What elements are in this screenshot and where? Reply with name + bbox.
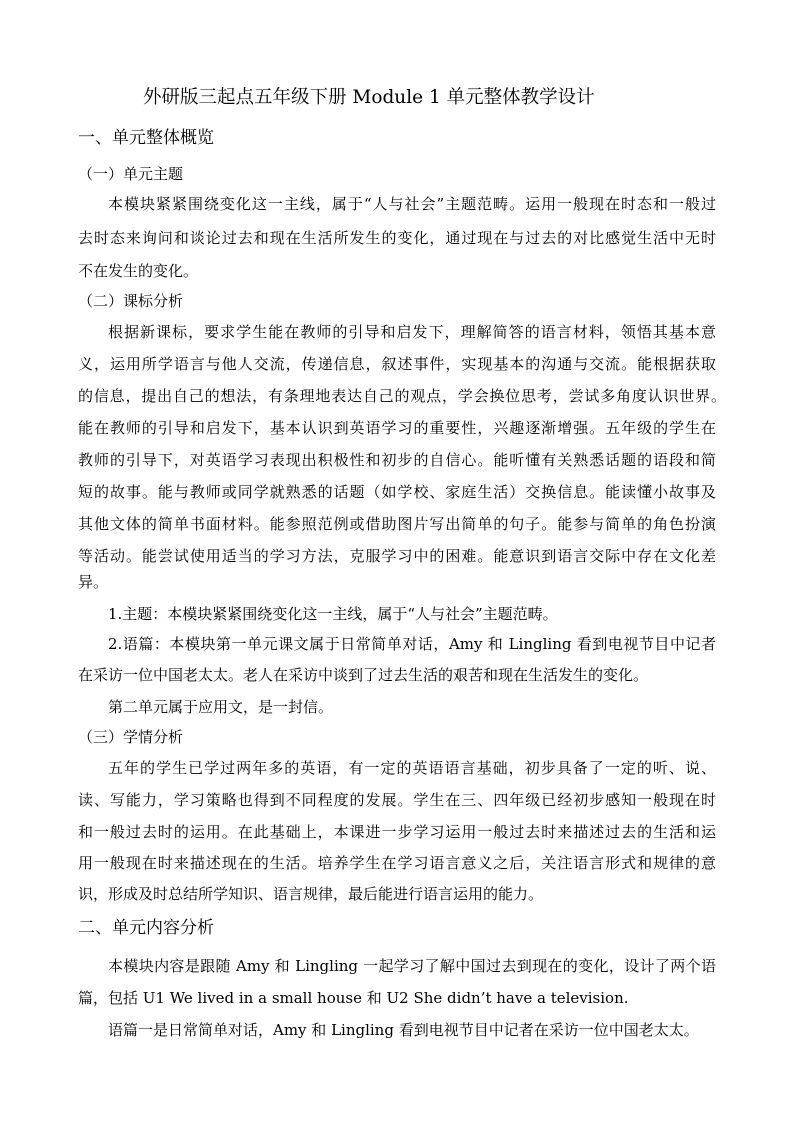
paragraph-line: 本模块内容是跟随 Amy 和 Lingling 一起学习了解中国过去到现在的变化，设计了两个语 xyxy=(108,957,716,975)
document-title: 外研版三起点五年级下册 Module 1 单元整体教学设计 xyxy=(143,87,595,108)
paragraph-line: 用一般现在时来描述现在的生活。培养学生在学习语言意义之后，关注语言形式和规律的意 xyxy=(78,854,716,872)
paragraph-line: 不在发生的变化。 xyxy=(78,262,199,280)
subsection-2-heading: （二）课标分析 xyxy=(78,292,184,310)
passage-point-line: 2.语篇：本模块第一单元课文属于日常简单对话，Amy 和 Lingling 看到电视节目中记者 xyxy=(108,635,716,653)
paragraph-line: 识，形成及时总结所学知识、语言规律，最后能进行语言运用的能力。 xyxy=(78,885,544,903)
subsection-3-heading: （三）学情分析 xyxy=(78,728,184,746)
paragraph-line: 去时态来询问和谈论过去和现在生活所发生的变化，通过现在与过去的对比感觉生活中无时 xyxy=(78,229,716,247)
paragraph-line: 等活动。能尝试使用适当的学习方法，克服学习中的困难。能意识到语言交际中存在文化差 xyxy=(78,547,716,565)
paragraph-line: 的信息，提出自己的想法，有条理地表达自己的观点，学会换位思考，尝试多角度认识世界。 xyxy=(78,387,726,405)
paragraph-line: 义，运用所学语言与他人交流，传递信息，叙述事件，实现基本的沟通与交流。能根据获取 xyxy=(78,355,716,373)
unit-2-note: 第二单元属于应用文，是一封信。 xyxy=(108,698,334,716)
paragraph-line: 其他文体的简单书面材料。能参照范例或借助图片写出简单的句子。能参与简单的角色扮演 xyxy=(78,515,716,533)
paragraph-line: 根据新课标，要求学生能在教师的引导和启发下，理解简答的语言材料，领悟其基本意 xyxy=(108,323,716,341)
paragraph-line: 能在教师的引导和启发下，基本认识到英语学习的重要性，兴趣逐渐增强。五年级的学生在 xyxy=(78,419,716,437)
subsection-1-heading: （一）单元主题 xyxy=(78,165,184,183)
paragraph-line: 篇，包括 U1 We lived in a small house 和 U2 She didn’t have a television. xyxy=(78,989,629,1007)
topic-point: 1.主题：本模块紧紧围绕变化这一主线，属于“人与社会”主题范畴。 xyxy=(108,605,558,623)
paragraph-line: 语篇一是日常简单对话，Amy 和 Lingling 看到电视节目中记者在采访一位中国老太太。 xyxy=(108,1021,699,1039)
paragraph-line: 读、写能力，学习策略也得到不同程度的发展。学生在三、四年级已经初步感知一般现在时 xyxy=(78,791,716,809)
paragraph-line: 本模块紧紧围绕变化这一主线，属于“人与社会”主题范畴。运用一般现在时态和一般过 xyxy=(108,195,716,213)
paragraph-line: 五年的学生已学过两年多的英语，有一定的英语语言基础，初步具备了一定的听、说、 xyxy=(108,759,716,777)
paragraph-line: 教师的引导下，对英语学习表现出积极性和初步的自信心。能听懂有关熟悉话题的语段和简 xyxy=(78,451,716,469)
paragraph-line: 短的故事。能与教师或同学就熟悉的话题（如学校、家庭生活）交换信息。能读懂小故事及 xyxy=(78,483,716,501)
paragraph-line: 异。 xyxy=(78,573,109,591)
section-2-heading: 二、单元内容分析 xyxy=(78,918,214,938)
paragraph-line: 和一般过去时的运用。在此基础上，本课进一步学习运用一般过去时来描述过去的生活和运 xyxy=(78,823,716,841)
passage-point-line: 在采访一位中国老太太。老人在采访中谈到了过去生活的艰苦和现在生活发生的变化。 xyxy=(78,666,649,684)
section-1-heading: 一、单元整体概览 xyxy=(78,128,214,148)
